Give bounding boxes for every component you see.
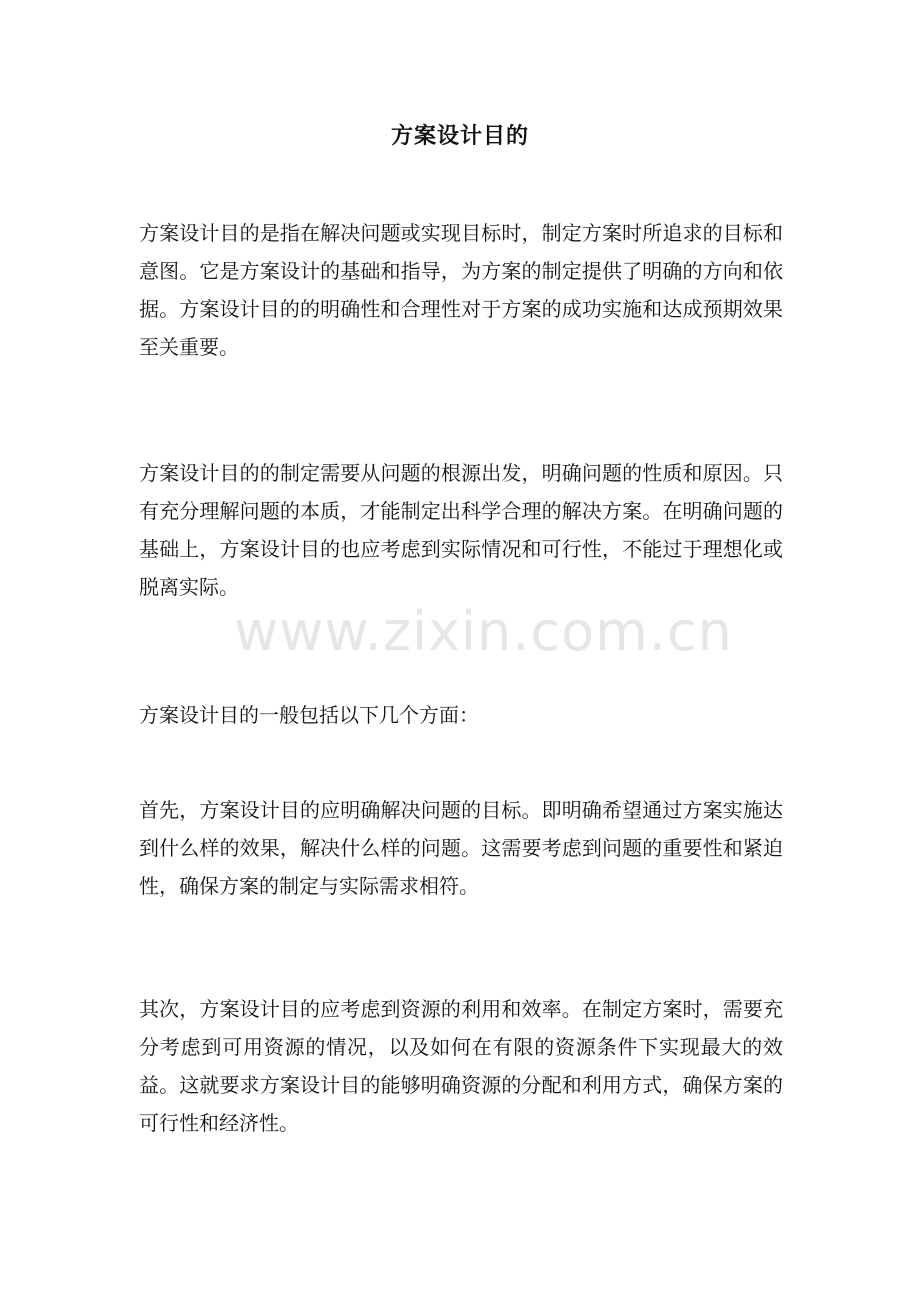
document-title: 方案设计目的 [390, 123, 529, 149]
paragraph-3: 方案设计目的一般包括以下几个方面： [139, 703, 479, 727]
paragraph-4: 首先，方案设计目的应明确解决问题的目标。即明确希望通过方案实施达到什么样的效果，解决什么样的问题。这需要考虑到问题的重要性和紧迫性，确保方案的制定与实际需求相符。 [139, 798, 783, 898]
paragraph-1: 方案设计目的是指在解决问题或实现目标时，制定方案时所追求的目标和意图。它是方案设计的基础和指导，为方案的制定提供了明确的方向和依据。方案设计目的的明确性和合理性对于方案的成功实施和达成预期效果至关重要。 [139, 221, 783, 359]
paragraph-5: 其次，方案设计目的应考虑到资源的利用和效率。在制定方案时，需要充分考虑到可用资源的情况，以及如何在有限的资源条件下实现最大的效益。这就要求方案设计目的能够明确资源的分配和利用方式，确保方案的可行性和经济性。 [139, 997, 783, 1135]
watermark: www.zixin.com.cn [234, 600, 733, 663]
paragraph-2: 方案设计目的的制定需要从问题的根源出发，明确问题的性质和原因。只有充分理解问题的本质，才能制定出科学合理的解决方案。在明确问题的基础上，方案设计目的也应考虑到实际情况和可行性，不能过于理想化或脱离实际。 [139, 461, 783, 599]
